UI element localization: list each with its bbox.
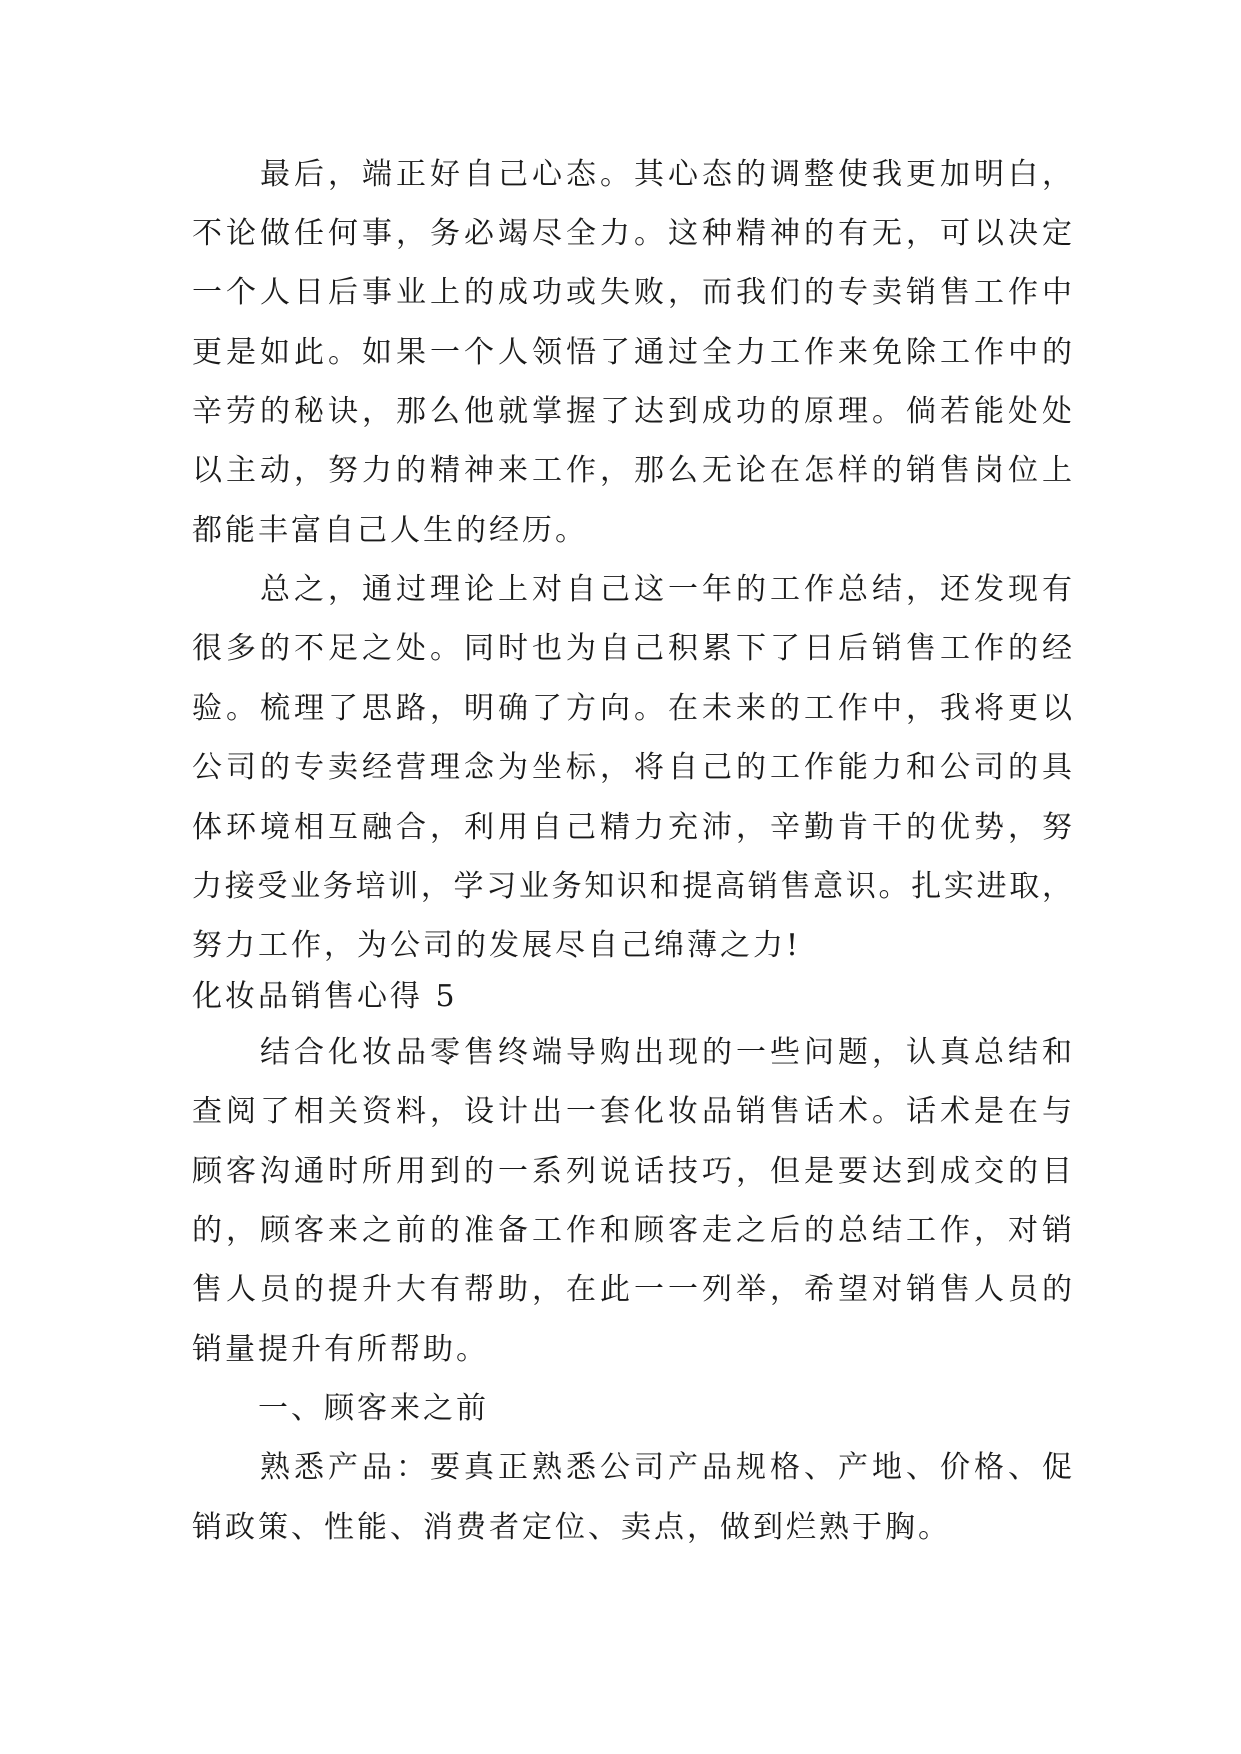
text-line: 辛劳的秘诀，那么他就掌握了达到成功的原理。倘若能处处	[192, 394, 1072, 429]
text-line: 销量提升有所帮助。	[192, 1332, 489, 1367]
text-line: 顾客沟通时所用到的一系列说话技巧，但是要达到成交的目	[192, 1154, 1072, 1189]
text-line: 力接受业务培训，学习业务知识和提高销售意识。扎实进取，	[192, 869, 1072, 904]
text-line: 结合化妆品零售终端导购出现的一些问题，认真总结和	[192, 1035, 1072, 1070]
text-line: 努力工作，为公司的发展尽自己绵薄之力!	[192, 928, 802, 963]
text-line: 以主动，努力的精神来工作，那么无论在怎样的销售岗位上	[192, 453, 1072, 488]
text-line: 熟悉产品：要真正熟悉公司产品规格、产地、价格、促	[192, 1450, 1072, 1485]
text-line: 查阅了相关资料，设计出一套化妆品销售话术。话术是在与	[192, 1094, 1072, 1129]
text-line: 更是如此。如果一个人领悟了通过全力工作来免除工作中的	[192, 335, 1072, 370]
text-line: 一个人日后事业上的成功或失败，而我们的专卖销售工作中	[192, 275, 1072, 310]
text-line: 最后，端正好自己心态。其心态的调整使我更加明白，	[192, 157, 1072, 192]
text-line: 体环境相互融合，利用自己精力充沛，辛勤肯干的优势，努	[192, 810, 1072, 845]
subheading-line: 一、顾客来之前	[192, 1391, 489, 1426]
section-heading: 化妆品销售心得 5	[192, 979, 458, 1014]
text-line: 的，顾客来之前的准备工作和顾客走之后的总结工作，对销	[192, 1213, 1072, 1248]
text-line: 公司的专卖经营理念为坐标，将自己的工作能力和公司的具	[192, 750, 1072, 785]
text-line: 售人员的提升大有帮助，在此一一列举，希望对销售人员的	[192, 1272, 1072, 1307]
text-line: 总之，通过理论上对自己这一年的工作总结，还发现有	[192, 572, 1072, 607]
text-line: 都能丰富自己人生的经历。	[192, 513, 588, 548]
text-line: 不论做任何事，务必竭尽全力。这种精神的有无，可以决定	[192, 216, 1072, 251]
text-line: 很多的不足之处。同时也为自己积累下了日后销售工作的经	[192, 631, 1072, 666]
text-line: 验。梳理了思路，明确了方向。在未来的工作中，我将更以	[192, 691, 1072, 726]
text-line: 销政策、性能、消费者定位、卖点，做到烂熟于胸。	[192, 1510, 951, 1545]
